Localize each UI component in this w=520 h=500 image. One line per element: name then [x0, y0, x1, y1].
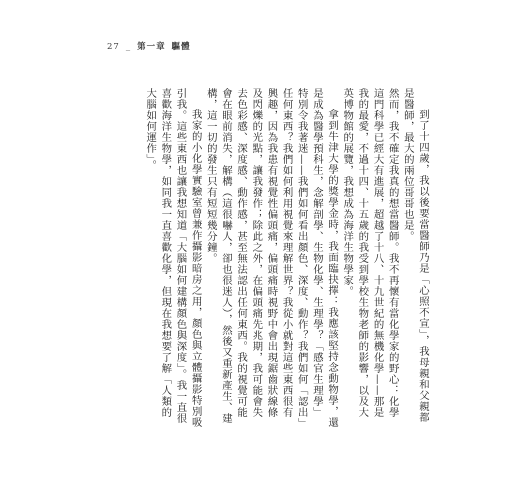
paragraph-3: 拿到牛津大學的獎學金時，我面臨抉擇：我應該堅持念動物學，還是成為醫學預科生，念解剖學、生物化學、生理學？「感官生理學」特別令我著迷——我們如何看出顏色、深度、動作？我們如何「認出」任何東西？我們如何利用視覺來理解世界？我從小就對這些東西很有興趣，因為我患有視覺性偏頭痛，偏頭痛時視野中會出現鋸齒狀線條及閃爍的光點，讓我發作；除此之外，在偏頭痛先兆期，我可能會失去色彩感、深度感、動作感，甚至無法認出任何東西。我的視覺可能會在眼前消失，解構（這很嚇人，卻也很迷人），然後又重新產生、建構，這一切的發生只有短短幾分鐘。: [204, 88, 339, 428]
chapter-title: 驅體: [171, 42, 191, 52]
paragraph-2: 然而，我不確定我真的想當醫師。我不再懷有當化學家的野心：化學這門科學已經大有進展，超越了十八、十九世紀的無機化學——那是我的最愛，不過十四、十五歲的我受到學校生物老師的影響，以及大英博物館的展覽，我想成為海洋生物學家。: [341, 88, 399, 418]
header-separator: _: [125, 42, 132, 52]
page-number: 27: [107, 42, 120, 52]
paragraph-1: 到了十四歲，我以後要當醫師乃是「心照不宣」，我母親和父親都是醫師，最大的兩位哥哥也是。: [401, 88, 429, 423]
paragraph-4: 我家的小化學實驗室曾兼作攝影暗房之用，顏色與立體攝影特別吸引我。這些東西也讓我想知道「大腦如何建構顏色與深度」。我一直很喜歡海洋生物學，如同我一直喜歡化學，但現在我想要了解「人類的大腦如何運作」。: [144, 88, 202, 428]
vertical-text-body: [119, 88, 430, 428]
running-header: [107, 40, 191, 52]
chapter-label: 第一章: [137, 42, 166, 52]
